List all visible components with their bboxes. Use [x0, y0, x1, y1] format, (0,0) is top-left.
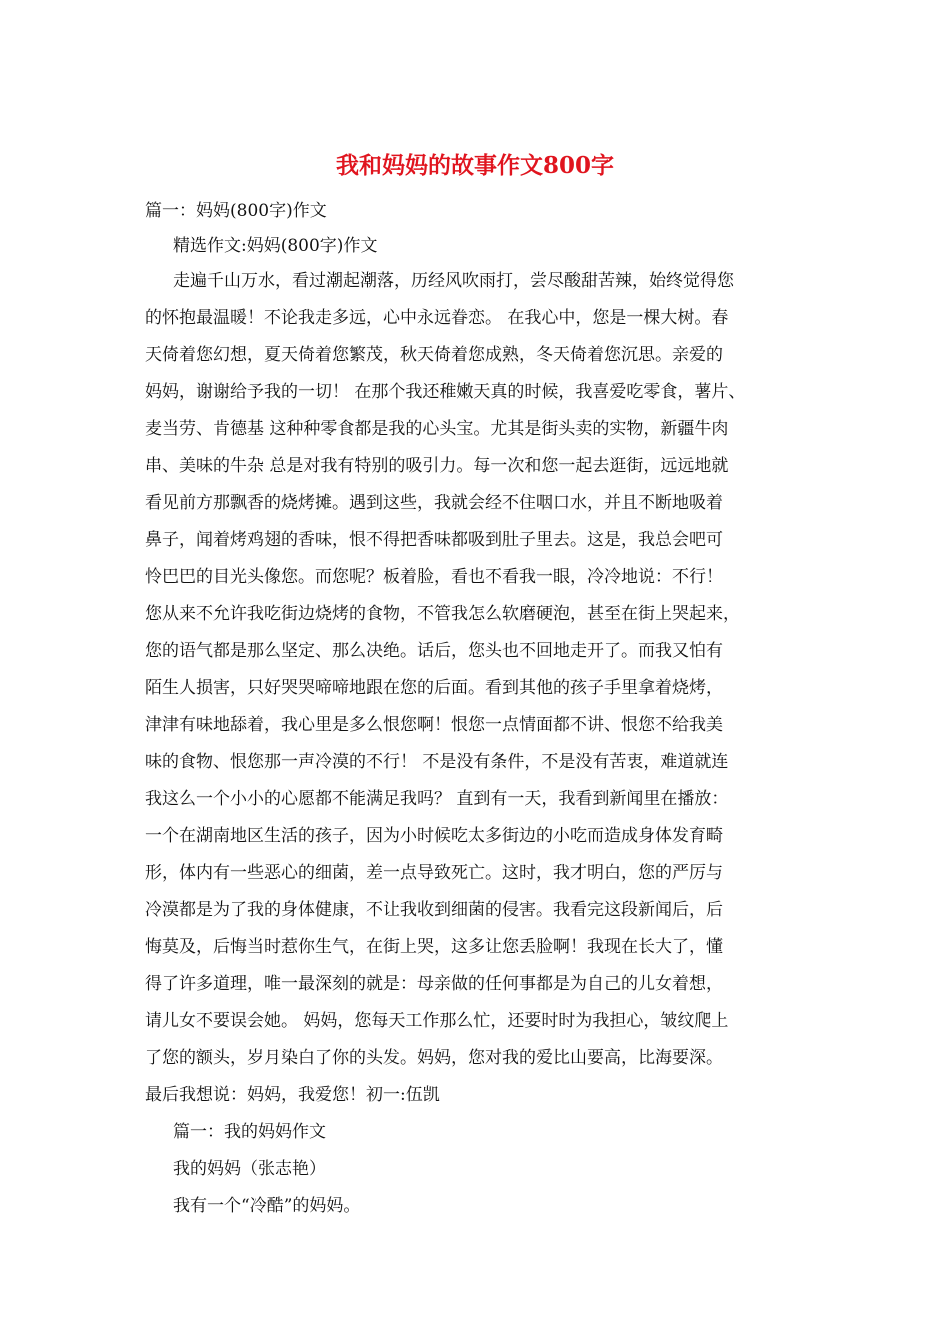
body-line: 一个在湖南地区生活的孩子，因为小时候吃太多街边的小吃而造成身体发育畸 — [145, 826, 723, 846]
body-line: 形，体内有一些恶心的细菌，差一点导致死亡。这时，我才明白，您的严厉与 — [145, 863, 723, 883]
body-line: 天倚着您幻想，夏天倚着您繁茂，秋天倚着您成熟，冬天倚着您沉思。亲爱的 — [145, 345, 723, 365]
section-heading: 篇一：我的妈妈作文 — [173, 1122, 326, 1142]
body-line: 怜巴巴的目光头像您。而您呢？板着脸，看也不看我一眼，冷冷地说：不行！ — [145, 567, 723, 587]
body-line: 冷漠都是为了我的身体健康，不让我收到细菌的侵害。我看完这段新闻后，后 — [145, 900, 723, 920]
section-heading: 篇一：妈妈(800字)作文 — [145, 201, 327, 221]
body-line: 串、美味的牛杂 总是对我有特别的吸引力。每一次和您一起去逛街，远远地就 — [145, 456, 729, 476]
body-line: 我这么一个小小的心愿都不能满足我吗？ 直到有一天，我看到新闻里在播放： — [145, 789, 729, 809]
body-line: 走遍千山万水，看过潮起潮落，历经风吹雨打，尝尽酸甜苦辣，始终觉得您 — [173, 271, 734, 291]
body-line: 您从来不允许我吃街边烧烤的食物，不管我怎么软磨硬泡，甚至在街上哭起来， — [145, 604, 740, 624]
body-line: 陌生人损害，只好哭哭啼啼地跟在您的后面。看到其他的孩子手里拿着烧烤， — [145, 678, 723, 698]
body-line: 鼻子，闻着烤鸡翅的香味，恨不得把香味都吸到肚子里去。这是，我总会吧可 — [145, 530, 723, 550]
body-line: 我有一个“冷酷”的妈妈。 — [173, 1196, 361, 1216]
body-line: 麦当劳、肯德基 这种种零食都是我的心头宝。尤其是街头卖的实物，新疆牛肉 — [145, 419, 729, 439]
body-line: 妈妈，谢谢给予我的一切！ 在那个我还稚嫩天真的时候，我喜爱吃零食，薯片、 — [145, 382, 746, 402]
body-line: 您的语气都是那么坚定、那么决绝。话后，您头也不回地走开了。而我又怕有 — [145, 641, 723, 661]
essay-subtitle: 我的妈妈（张志艳） — [173, 1159, 326, 1179]
essay-subtitle: 精选作文:妈妈(800字)作文 — [173, 236, 378, 256]
body-line: 得了许多道理，唯一最深刻的就是：母亲做的任何事都是为自己的儿女着想， — [145, 974, 723, 994]
body-line: 津津有味地舔着，我心里是多么恨您啊！恨您一点情面都不讲、恨您不给我美 — [145, 715, 723, 735]
body-line: 最后我想说：妈妈，我爱您！初一:伍凯 — [145, 1085, 440, 1105]
body-line: 请儿女不要误会她。 妈妈，您每天工作那么忙，还要时时为我担心，皱纹爬上 — [145, 1011, 729, 1031]
body-line: 看见前方那飘香的烧烤摊。遇到这些，我就会经不住咽口水，并且不断地吸着 — [145, 493, 723, 513]
body-line: 悔莫及，后悔当时惹你生气，在街上哭，这多让您丢脸啊！我现在长大了，懂 — [145, 937, 723, 957]
body-line: 味的食物、恨您那一声冷漠的不行！ 不是没有条件，不是没有苦衷，难道就连 — [145, 752, 729, 772]
body-line: 了您的额头，岁月染白了你的头发。妈妈，您对我的爱比山要高，比海要深。 — [145, 1048, 723, 1068]
body-line: 的怀抱最温暖！不论我走多远，心中永远眷恋。 在我心中，您是一棵大树。春 — [145, 308, 729, 328]
document-title: 我和妈妈的故事作文800字 — [335, 152, 614, 179]
